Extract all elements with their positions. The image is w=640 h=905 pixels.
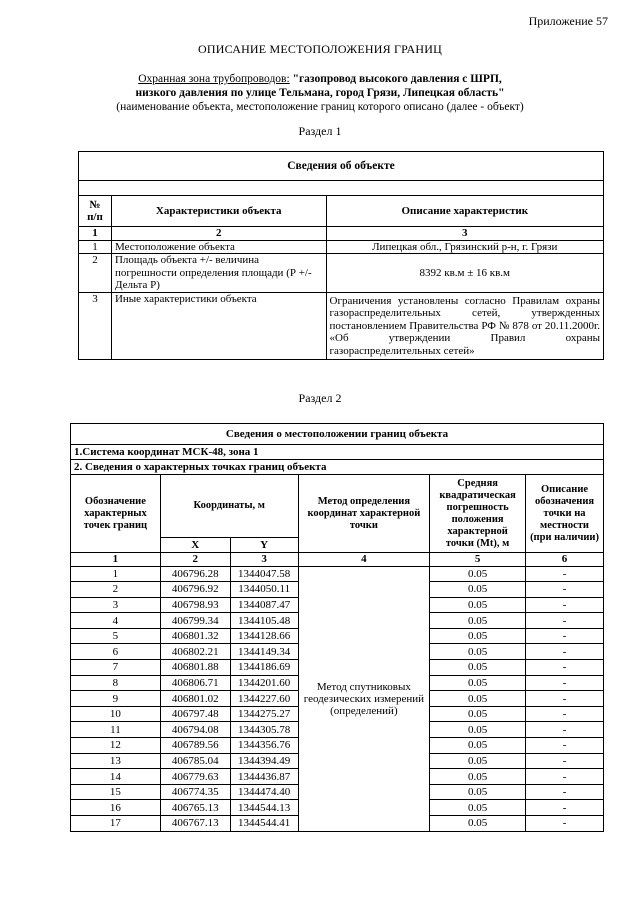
point-x: 406789.56 [160,738,230,754]
point-description: - [526,660,604,676]
point-x: 406798.93 [160,597,230,613]
point-number: 8 [71,675,161,691]
point-number: 14 [71,769,161,785]
object-title-block [0,72,640,114]
point-x: 406796.28 [160,566,230,582]
col-desc-header: Описание обозначения точки на местности (при наличии) [526,475,604,553]
point-y: 1344356.76 [230,738,298,754]
point-description: - [526,722,604,738]
point-y: 1344149.34 [230,644,298,660]
section1-label: Раздел 1 [298,124,342,138]
point-error: 0.05 [430,800,526,816]
page-title: ОПИСАНИЕ МЕСТОПОЛОЖЕНИЯ ГРАНИЦ [198,42,442,56]
point-description: - [526,706,604,722]
point-number: 12 [71,738,161,754]
point-y: 1344394.49 [230,753,298,769]
point-error: 0.05 [430,660,526,676]
point-error: 0.05 [430,597,526,613]
col-desc-header: Описание характеристик [326,196,603,227]
point-y: 1344474.40 [230,784,298,800]
col-point-header: Обозначение характерных точек границ [71,475,161,553]
point-x: 406774.35 [160,784,230,800]
point-number: 6 [71,644,161,660]
point-description: - [526,816,604,832]
point-error: 0.05 [430,582,526,598]
boundary-points-table [70,423,604,832]
table-row: 2 Площадь объекта +/- величина погрешности определения площади (Р +/- Дельта Р) 8392 кв.м ± 16 кв.м [79,254,604,293]
point-number: 5 [71,628,161,644]
point-y: 1344544.13 [230,800,298,816]
point-x: 406799.34 [160,613,230,629]
point-number: 1 [71,566,161,582]
point-y: 1344544.41 [230,816,298,832]
point-number: 13 [71,753,161,769]
point-number: 4 [71,613,161,629]
point-error: 0.05 [430,566,526,582]
point-y: 1344436.87 [230,769,298,785]
point-y: 1344201.60 [230,675,298,691]
point-number: 11 [71,722,161,738]
col-char-header: Характеристики объекта [111,196,326,227]
index-cell: 1 [79,227,112,241]
coord-system: 1.Система координат МСК-48, зона 1 [71,445,604,460]
point-description: - [526,613,604,629]
col-y-header: Y [230,538,298,553]
point-x: 406801.32 [160,628,230,644]
point-description: - [526,628,604,644]
object-note: (наименование объекта, местоположение границ которого описано (далее - объект) [116,101,524,113]
point-y: 1344227.60 [230,691,298,707]
point-error: 0.05 [430,722,526,738]
point-y: 1344105.48 [230,613,298,629]
point-error: 0.05 [430,816,526,832]
point-description: - [526,644,604,660]
col-coords-header: Координаты, м [160,475,298,538]
point-x: 406785.04 [160,753,230,769]
col-x-header: X [160,538,230,553]
point-description: - [526,597,604,613]
table-row [71,566,604,582]
point-description: - [526,738,604,754]
point-error: 0.05 [430,691,526,707]
object-name-line1 [0,72,640,86]
index-cell: 4 [298,553,430,567]
blank-row [79,181,604,196]
point-number: 7 [71,660,161,676]
appendix-label: Приложение 57 [528,14,608,28]
index-cell: 3 [230,553,298,567]
point-description: - [526,800,604,816]
object-info-header: Сведения об объекте [79,152,604,181]
point-description: - [526,566,604,582]
point-error: 0.05 [430,769,526,785]
point-y: 1344305.78 [230,722,298,738]
point-number: 3 [71,597,161,613]
point-y: 1344186.69 [230,660,298,676]
index-cell: 6 [526,553,604,567]
index-cell: 1 [71,553,161,567]
point-x: 406767.13 [160,816,230,832]
point-error: 0.05 [430,675,526,691]
point-x: 406765.13 [160,800,230,816]
point-number: 17 [71,816,161,832]
point-number: 9 [71,691,161,707]
point-error: 0.05 [430,738,526,754]
object-name-line2: низкого давления по улице Тельмана, город Грязи, Липецкая область" [135,87,505,99]
index-cell: 3 [326,227,603,241]
col-error-header: Средняя квадратическая погрешность положения характерной точки (Mt), м [430,475,526,553]
point-description: - [526,753,604,769]
point-y: 1344087.47 [230,597,298,613]
method-cell: Метод спутниковых геодезических измерений (определений) [298,566,430,831]
point-number: 15 [71,784,161,800]
object-info-table [78,151,604,360]
point-x: 406794.08 [160,722,230,738]
table-row: 1 Местоположение объекта Липецкая обл., Грязинский р-н, г. Грязи [79,240,604,254]
point-number: 10 [71,706,161,722]
point-description: - [526,784,604,800]
point-x: 406797.48 [160,706,230,722]
point-x: 406801.88 [160,660,230,676]
point-error: 0.05 [430,628,526,644]
point-description: - [526,675,604,691]
point-x: 406796.92 [160,582,230,598]
point-x: 406801.02 [160,691,230,707]
point-x: 406802.21 [160,644,230,660]
point-error: 0.05 [430,784,526,800]
boundary-header: Сведения о местоположении границ объекта [71,424,604,445]
point-description: - [526,691,604,707]
point-y: 1344275.27 [230,706,298,722]
point-number: 2 [71,582,161,598]
col-num-header: № п/п [79,196,112,227]
index-cell: 2 [160,553,230,567]
object-name-part1: "газопровод высокого давления с ШРП, [289,73,502,85]
point-error: 0.05 [430,706,526,722]
zone-prefix: Охранная зона трубопроводов: [138,73,290,85]
point-description: - [526,769,604,785]
point-y: 1344047.58 [230,566,298,582]
point-y: 1344128.66 [230,628,298,644]
point-error: 0.05 [430,753,526,769]
index-cell: 2 [111,227,326,241]
points-title: 2. Сведения о характерных точках границ объекта [71,460,604,475]
point-x: 406806.71 [160,675,230,691]
point-description: - [526,582,604,598]
point-error: 0.05 [430,613,526,629]
table-row: 3 Иные характеристики объекта Ограничения установлены согласно Правилам охраны газораспределительных сетей, утвержденных постановлением Правительства РФ № 878 от 20.11.2000г. «Об утверждении Правил охраны газораспределительных сетей» [79,293,604,360]
point-number: 16 [71,800,161,816]
point-x: 406779.63 [160,769,230,785]
point-y: 1344050.11 [230,582,298,598]
index-cell: 5 [430,553,526,567]
col-method-header: Метод определения координат характерной точки [298,475,430,553]
section2-label: Раздел 2 [298,391,342,405]
point-error: 0.05 [430,644,526,660]
points-body [71,566,604,831]
